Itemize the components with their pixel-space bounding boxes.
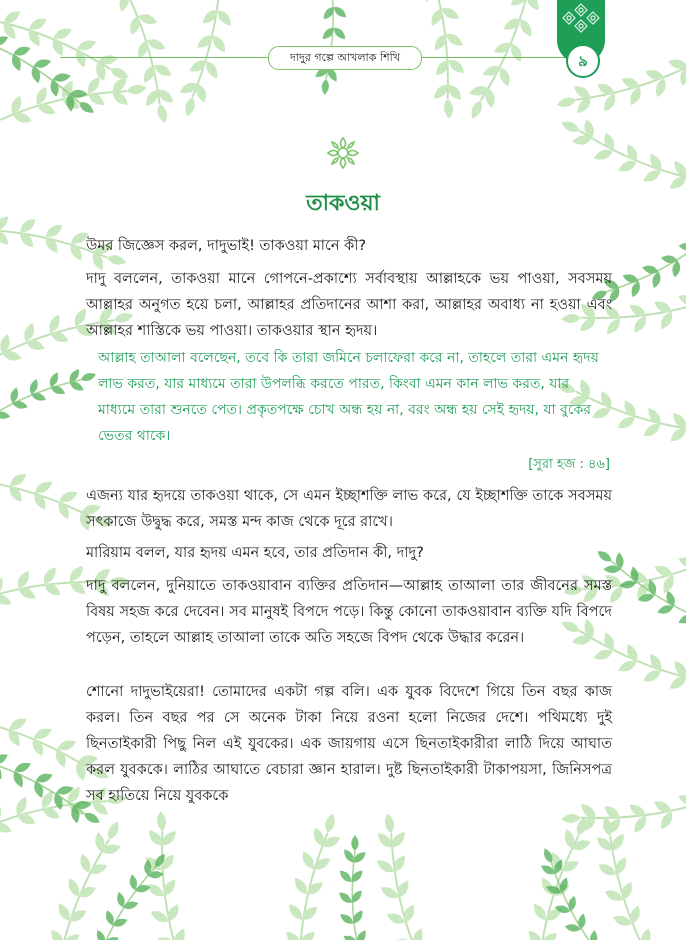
paragraph-effect: এজন্য যার হৃদয়ে তাকওয়া থাকে, সে এমন ইচ্ছাশক্তি লাভ করে, যে ইচ্ছাশক্তি তাকে সবসময় সৎকাজে উদ্বুদ্ধ করে, সমস্ত মন্দ কাজ থেকে দূরে রাখে। bbox=[86, 488, 612, 530]
page-number: ৯ bbox=[566, 44, 600, 78]
quran-quote: আল্লাহ তাআলা বলেছেন, তবে কি তারা জমিনে চলাফেরা করে না, তাহলে তারা এমন হৃদয় লাভ করত, যার মাধ্যমে তারা উপলব্ধি করতে পারত, কিংবা এমন কান লাভ করত, যার মাধ্যমে তারা শুনতে পেত। প্রকৃতপক্ষে চোখ অন্ধ হয় না, বরং অন্ধ হয় সেই হৃদয়, যা বুকের ভেতর থাকে। bbox=[98, 350, 599, 444]
section-title: তাকওয়া bbox=[306, 191, 380, 216]
paragraph-question-2: মারিয়াম বলল, যার হৃদয় এমন হবে, তার প্রতিদান কী, দাদু? bbox=[86, 545, 424, 561]
quote-reference: [সুরা হজ : ৪৬] bbox=[528, 457, 610, 472]
running-header: দাদুর গল্পে আখলাক শিখি bbox=[268, 46, 422, 70]
header-rule-left bbox=[60, 57, 268, 58]
pattern-icon bbox=[557, 0, 605, 40]
paragraph-question-1: উমর জিজ্ঞেস করল, দাদুভাই! তাকওয়া মানে কী? bbox=[86, 238, 367, 254]
paragraph-reward: দাদু বললেন, দুনিয়াতে তাকওয়াবান ব্যক্তির প্রতিদান—আল্লাহ তাআলা তার জীবনের সমস্ত বিষয় সহজ করে দেবেন। সব মানুষই বিপদে পড়ে। কিন্তু কোনো তাকওয়াবান ব্যক্তি যদি বিপদে পড়েন, তাহলে আল্লাহ তাআলা তাকে অতি সহজে বিপদ থেকে উদ্ধার করেন। bbox=[86, 578, 612, 646]
flower-ornament-icon bbox=[326, 136, 360, 170]
paragraph-story: শোনো দাদুভাইয়েরা! তোমাদের একটা গল্প বলি। এক যুবক বিদেশে গিয়ে তিন বছর কাজ করল। তিন বছর পর সে অনেক টাকা নিয়ে রওনা হলো নিজের দেশে। পথিমধ্যে দুই ছিনতাইকারী পিছু নিল এই যুবকের। এক জায়গায় এসে ছিনতাইকারীরা লাঠি দিয়ে আঘাত করল যুবককে। লাঠির আঘাতে বেচারা জ্ঞান হারাল। দুষ্ট ছিনতাইকারী টাকাপয়সা, জিনিসপত্র সব হাতিয়ে নিয়ে যুবককে bbox=[86, 684, 612, 804]
paragraph-definition: দাদু বললেন, তাকওয়া মানে গোপনে-প্রকাশ্যে সর্বাবস্থায় আল্লাহকে ভয় পাওয়া, সবসময় আল্লাহর অনুগত হয়ে চলা, আল্লাহর প্রতিদানের আশা করা, আল্লাহর অবাধ্য না হওয়া এবং আল্লাহর শাস্তিকে ভয় পাওয়া। তাকওয়ার স্থান হৃদয়। bbox=[86, 271, 612, 339]
header-rule-right bbox=[420, 57, 566, 58]
